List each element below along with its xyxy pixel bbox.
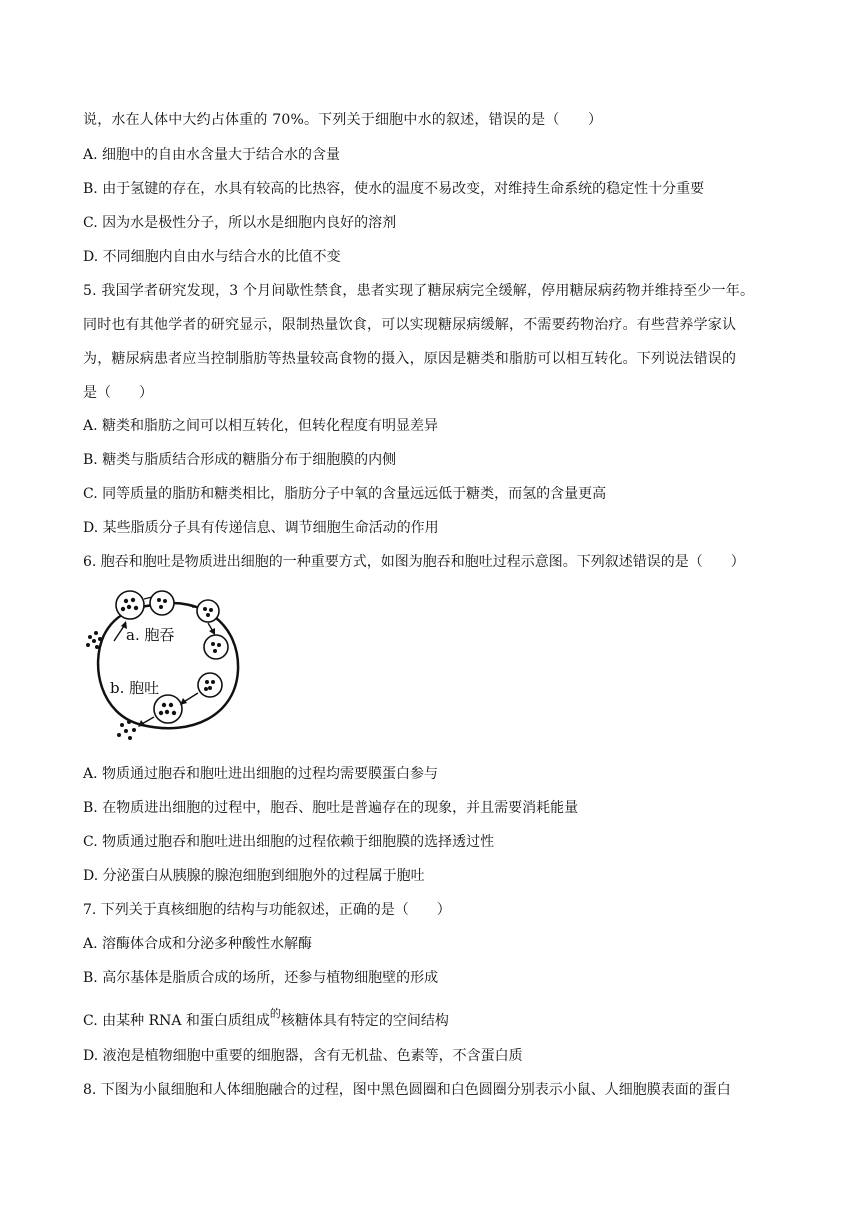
line-5: D. 不同细胞内自由水与结合水的比值不变 [83,249,341,265]
line-13: D. 某些脂质分子具有传递信息、调节细胞生命活动的作用 [83,520,439,536]
line-19: 7. 下列关于真核细胞的结构与功能叙述，正确的是（ ） [83,902,451,918]
line-22-after: 核糖体具有特定的空间结构 [280,1013,449,1029]
line-14: 6. 胞吞和胞吐是物质进出细胞的一种重要方式，如图为胞吞和胞吐过程示意图。下列叙述错误的是（ ） [83,554,745,570]
line-21: B. 高尔基体是脂质合成的场所，还参与植物细胞壁的形成 [83,970,439,986]
line-10: A. 糖类和脂肪之间可以相互转化，但转化程度有明显差异 [83,418,439,434]
endocytosis-exocytosis-diagram [82,585,262,745]
line-11: B. 糖类与脂质结合形成的糖脂分布于细胞膜的内侧 [83,452,397,468]
line-15: A. 物质通过胞吞和胞吐进出细胞的过程均需要膜蛋白参与 [83,766,439,782]
line-22-before: C. 由某种 RNA 和蛋白质组成 [83,1013,270,1029]
line-22-raised-char: 的 [269,1007,281,1020]
line-2: A. 细胞中的自由水含量大于结合水的含量 [83,147,341,163]
line-12: C. 同等质量的脂肪和糖类相比，脂肪分子中氧的含量远远低于糖类，而氢的含量更高 [83,486,607,502]
line-9: 是（ ） [83,385,153,401]
line-1: 说，水在人体中大约占体重的 70%。下列关于细胞中水的叙述，错误的是（ ） [83,112,603,128]
line-16: B. 在物质进出细胞的过程中，胞吞、胞吐是普遍存在的现象，并且需要消耗能量 [83,800,579,816]
label-exocytosis: b. 胞吐 [110,679,160,697]
line-3: B. 由于氢键的存在，水具有较高的比热容，使水的温度不易改变，对维持生命系统的稳定性十分重要 [83,181,705,197]
line-23: D. 液泡是植物细胞中重要的细胞器，含有无机盐、色素等，不含蛋白质 [83,1048,523,1064]
line-6: 5. 我国学者研究发现，3 个月间歇性禁食，患者实现了糖尿病完全缓解，停用糖尿病药物并维持至少一年。 [83,283,755,299]
line-4: C. 因为水是极性分子，所以水是细胞内良好的溶剂 [83,215,397,231]
label-endocytosis: a. 胞吞 [126,626,175,644]
line-7: 同时也有其他学者的研究显示，限制热量饮食，可以实现糖尿病缓解，不需要药物治疗。有些营养学家认 [83,317,737,333]
line-17: C. 物质通过胞吞和胞吐进出细胞的过程依赖于细胞膜的选择透过性 [83,834,495,850]
line-20: A. 溶酶体合成和分泌多种酸性水解酶 [83,936,313,952]
line-8: 为，糖尿病患者应当控制脂肪等热量较高食物的摄入，原因是糖类和脂肪可以相互转化。下列说法错误的 [83,351,737,367]
line-18: D. 分泌蛋白从胰腺的腺泡细胞到细胞外的过程属于胞吐 [83,868,425,884]
line-24: 8. 下图为小鼠细胞和人体细胞融合的过程，图中黑色圆圈和白色圆圈分别表示小鼠、人细胞膜表面的蛋白 [83,1082,731,1098]
line-22 [83,1007,449,1032]
